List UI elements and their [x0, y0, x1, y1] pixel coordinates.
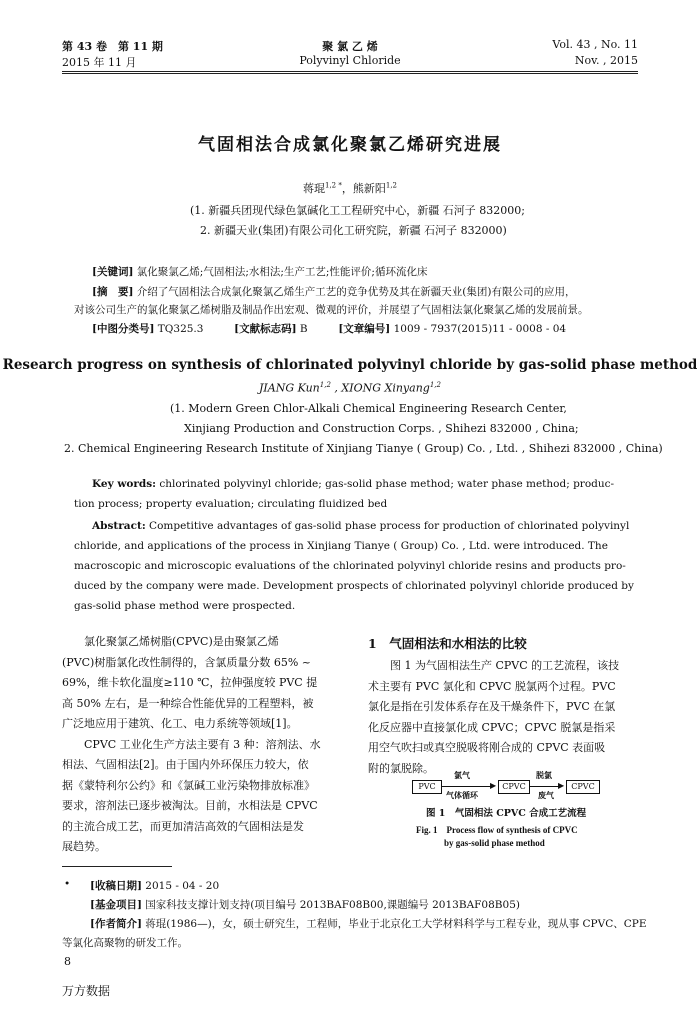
- page-number: 8: [64, 955, 71, 968]
- journal-vol-en: Vol. 43 , No. 11: [552, 38, 638, 51]
- watermark: 万方数据: [62, 984, 111, 998]
- flow-box-cpvc-2: CPVC: [566, 780, 600, 794]
- body-line: 高 50% 左右，是一种综合性能优异的工程塑料，被: [62, 696, 314, 710]
- affiliation-en-1: (1. Modern Green Chlor-Alkali Chemical Engineering Research Center,: [170, 402, 567, 415]
- arrowhead-1: ▶: [490, 781, 497, 790]
- flow-box-pvc: PVC: [412, 780, 442, 794]
- footnote-fund: [基金项目] 国家科技支撑计划支持(项目编号 2013BAF08B00,课题编号 2013BAF08B05): [90, 899, 520, 911]
- flow-label-chlorine: 氯气: [454, 770, 470, 780]
- keywords-en: Key words: chlorinated polyvinyl chloride; gas-solid phase method; water phase method; produc- tion process; property evaluation; circulating fluidized bed: [74, 478, 615, 510]
- body-right-column: [368, 656, 640, 779]
- footnote-bullet: •: [64, 878, 71, 890]
- flow-arrow-1: [442, 786, 494, 787]
- header-rule-2: [62, 73, 638, 74]
- title-cn: 气固相法合成氯化聚氯乙烯研究进展: [198, 135, 502, 155]
- footnote-received: [收稿日期] 2015 - 04 - 20: [90, 880, 220, 892]
- header-rule: [62, 71, 638, 72]
- body-line: 展趋势。: [62, 840, 106, 853]
- body-line: 术主要有 PVC 氯化和 CPVC 脱氯两个过程。PVC: [368, 679, 616, 693]
- authors-cn: 蒋琨$^{1,2 *}$，熊新阳$^{1,2}$: [303, 181, 397, 195]
- keywords-cn: [关键词] 氯化聚氯乙烯;气固相法;水相法;生产工艺;性能评价;循环流化床: [92, 266, 428, 278]
- journal-volume: 第 43 卷 第 11 期: [62, 40, 163, 53]
- body-line: 要求，溶剂法已逐步被淘汰。目前，水相法是 CPVC: [62, 799, 318, 812]
- title-en: Research progress on synthesis of chlorinated polyvinyl chloride by gas-solid phase method: [2, 357, 698, 373]
- footnote-rule: [62, 866, 172, 867]
- body-line: 69%，维卡软化温度≥110 ℃，拉伸强度较 PVC 提: [62, 676, 318, 689]
- abstract-cn-line1: [摘 要] 介绍了气固相法合成氯化聚氯乙烯生产工艺的竞争优势及其在新疆天业(集团)有限公司的应用，: [92, 286, 576, 298]
- body-line: 据《蒙特利尔公约》和《氯碱工业污染物排放标准》: [62, 778, 315, 792]
- affiliation-en-2: Xinjiang Production and Construction Corps. , Shihezi 832000 , China;: [184, 422, 579, 435]
- section-heading: 1 气固相法和水相法的比较: [368, 636, 527, 651]
- figure-caption-en-1: Fig. 1 Process flow of synthesis of CPVC: [416, 825, 578, 835]
- journal-name-en: Polyvinyl Chloride: [299, 54, 401, 67]
- flow-box-cpvc-1: CPVC: [498, 780, 530, 794]
- flow-label-gas-cycle: 气体循环: [446, 790, 478, 800]
- abstract-cn-line2: 对该公司生产的氯化聚氯乙烯树脂及制品作出宏观、微观的评价，并展望了气固相法氯化聚氯乙烯的发展前景。: [74, 304, 589, 316]
- classification-line: [中图分类号] TQ325.3 [文献标志码] B [文章编号] 1009 - 7937(2015)11 - 0008 - 04: [92, 323, 567, 335]
- authors-en: JIANG Kun$^{1,2}$ , XIONG Xinyang$^{1,2}$: [259, 381, 441, 395]
- body-line: 氯化是指在引发体系存在及干燥条件下，PVC 在氯: [368, 700, 616, 713]
- flow-label-dechlorination: 脱氯: [536, 770, 552, 780]
- body-line: 氯化聚氯乙烯树脂(CPVC)是由聚氯乙烯: [62, 635, 279, 648]
- body-left-column: [62, 632, 340, 858]
- affiliation-cn-1: (1. 新疆兵团现代绿色氯碱化工工程研究中心，新疆 石河子 832000;: [190, 204, 525, 217]
- affiliation-en-3: 2. Chemical Engineering Research Institute of Xinjiang Tianye ( Group) Co. , Ltd. , Shihezi 832000 , China): [64, 442, 663, 455]
- journal-date: 2015 年 11 月: [62, 56, 137, 69]
- body-line: 相法、气固相法[2]。由于国内外环保压力较大，依: [62, 758, 309, 771]
- figure-caption-en-2: by gas-solid phase method: [444, 838, 545, 848]
- flow-label-waste-gas: 废气: [538, 790, 554, 800]
- journal-date-en: Nov. , 2015: [574, 54, 638, 67]
- body-line: 的主流合成工艺，而更加清洁高效的气固相法是发: [62, 819, 304, 833]
- body-line: 广泛地应用于建筑、化工、电力系统等领域[1]。: [62, 717, 298, 730]
- body-line: 图 1 为气固相法生产 CPVC 的工艺流程，该技: [368, 659, 620, 672]
- body-line: CPVC 工业化生产方法主要有 3 种：溶剂法、水: [62, 737, 321, 751]
- figure-caption-cn: 图 1 气固相法 CPVC 合成工艺流程: [426, 808, 587, 819]
- footnote-author-2: 等氯化高聚物的研发工作。: [62, 937, 188, 949]
- footnote-author-1: [作者简介] 蒋琨(1986—)，女，硕士研究生，工程师，毕业于北京化工大学材料科学与工程专业，现从事 CPVC、CPE: [90, 918, 647, 930]
- journal-name-cn: 聚 氯 乙 烯: [322, 40, 378, 53]
- body-line: (PVC)树脂氯化改性制得的，含氯质量分数 65% ~: [62, 655, 312, 669]
- body-line: 用空气吹扫或真空脱吸将刚合成的 CPVC 表面吸: [368, 741, 606, 754]
- arrowhead-2: ▶: [558, 781, 565, 790]
- body-line: 化反应器中直接氯化成 CPVC；CPVC 脱氯是指采: [368, 720, 616, 734]
- abstract-en: Abstract: Competitive advantages of gas-solid phase process for production of chlorinated polyvinyl chloride, and applications of the process in Xinjiang Tianye ( Group) Co. , Ltd. were introduced. The macroscopic and microscopic evaluations of the chlorinated polyvinyl chloride resins and products pro- duced by the company were made. Development prospects of chlorinated polyvinyl chloride produced by gas-solid phase method were prospected.: [74, 520, 634, 612]
- affiliation-cn-2: 2. 新疆天业(集团)有限公司化工研究院，新疆 石河子 832000): [200, 224, 507, 237]
- body-line: 附的氯脱除。: [368, 761, 434, 775]
